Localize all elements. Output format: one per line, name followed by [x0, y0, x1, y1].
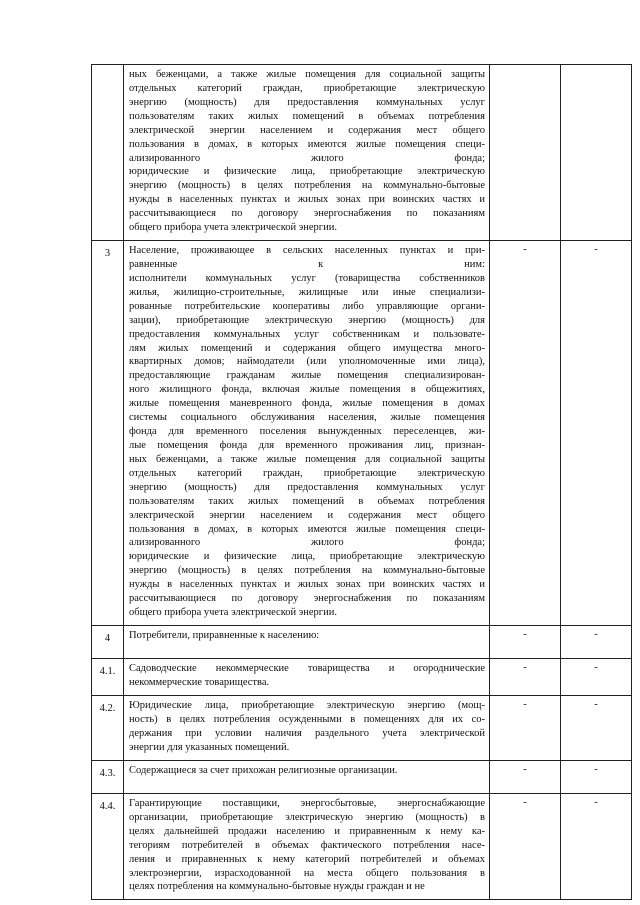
- table-row: [92, 65, 632, 241]
- value-cell-2: -: [561, 241, 632, 626]
- row-description: [124, 625, 490, 658]
- text-line: держания при условии наличия раздельного учета электрической: [129, 727, 485, 739]
- text-line: рованные потребительские кооперативы либо управляющие органи-: [129, 300, 485, 312]
- text-line: энергию (мощность) для предоставления коммунальных услуг: [129, 481, 485, 493]
- text-line: пользователям таких жилых помещений в объемах потребления: [129, 495, 485, 507]
- text-line: пользования в домах, в которых имеются жилые помещения специ-: [129, 138, 485, 150]
- text-line: зации), приобретающие электрическую энергию (мощность) для: [129, 314, 485, 326]
- text-line: нужды в населенных пунктах и жилых зонах при воинских частях и: [129, 194, 485, 206]
- text-line: лям жилых помещений и содержания общего имущества много-: [129, 342, 485, 354]
- row-description: [124, 760, 490, 793]
- row-description: [124, 658, 490, 695]
- value-cell-2: -: [561, 658, 632, 695]
- table-row: [92, 695, 632, 760]
- text-line: квартирных домов; наймодатели (или уполномоченные ими лица),: [129, 356, 485, 368]
- table-row: [92, 625, 632, 658]
- row-description: [124, 65, 490, 241]
- text-line: лые помещения фонда для временного проживания лиц, признан-: [129, 439, 485, 451]
- value-cell-1: -: [490, 658, 561, 695]
- row-number: 4.3.: [92, 760, 124, 793]
- text-line: ализированного жилого фонда;: [129, 537, 485, 549]
- text-line: тегориям потребителей в объемах фактического потребления насе-: [129, 839, 485, 851]
- text-line: системы социального обслуживания населения, жилые помещения: [129, 412, 485, 424]
- text-line: пользования в домах, в которых имеются жилые помещения специ-: [129, 523, 485, 535]
- tariff-table-body: [92, 65, 632, 900]
- text-line: предоставляющие гражданам жилые помещения специализирован-: [129, 370, 485, 382]
- text-line: Потребители, приравненные к населению:: [129, 629, 320, 641]
- text-line: ность) в целях потребления осужденными в помещениях для их со-: [129, 713, 485, 725]
- text-line: рассчитывающиеся по договору энергоснабжения по показаниям: [129, 208, 485, 220]
- value-cell-1: -: [490, 760, 561, 793]
- table-row: [92, 760, 632, 793]
- text-line: энергию (мощность) в целях потребления на коммунально-бытовые: [129, 180, 485, 192]
- text-line: организации, приобретающие электрическую энергию (мощность) в: [129, 811, 485, 823]
- value-cell-2: -: [561, 695, 632, 760]
- text-line: пользователям таких жилых помещений в объемах потребления: [129, 110, 485, 122]
- text-line: энергию (мощность) для предоставления коммунальных услуг: [129, 96, 485, 108]
- text-line: ного жилищного фонда, включая жилые помещения в общежитиях,: [129, 384, 485, 396]
- row-description: [124, 241, 490, 626]
- value-cell-1: [490, 65, 561, 241]
- text-line: Юридические лица, приобретающие электрическую энергию (мощ-: [129, 699, 485, 711]
- text-line: Население, проживающее в сельских населенных пунктах и при-: [129, 245, 485, 257]
- row-description: [124, 793, 490, 899]
- text-line: нужды в населенных пунктах и жилых зонах при воинских частях и: [129, 579, 485, 591]
- text-line: ализированного жилого фонда;: [129, 152, 485, 164]
- text-line: общего прибора учета электрической энергии.: [129, 222, 337, 234]
- text-line: фонда для временного поселения вынужденных переселенцев, жи-: [129, 426, 485, 438]
- text-line: Гарантирующие поставщики, энергосбытовые, энергоснабжающие: [129, 797, 485, 809]
- text-line: Садоводческие некоммерческие товарищества и огороднические: [129, 662, 485, 674]
- value-cell-2: [561, 65, 632, 241]
- value-cell-1: -: [490, 695, 561, 760]
- row-description: [124, 695, 490, 760]
- text-line: электроэнергии, израсходованной на места общего пользования в: [129, 867, 485, 879]
- value-cell-1: -: [490, 793, 561, 899]
- text-line: отдельных категорий граждан, приобретающие электрическую: [129, 467, 485, 479]
- text-line: Содержащиеся за счет прихожан религиозные организации.: [129, 764, 398, 776]
- text-line: рассчитывающиеся по договору энергоснабжения по показаниям: [129, 593, 485, 605]
- text-line: ных беженцами, а также жилые помещения для социальной защиты: [129, 453, 485, 465]
- text-line: некоммерческие товарищества.: [129, 676, 270, 688]
- row-number: 4.4.: [92, 793, 124, 899]
- value-cell-2: -: [561, 625, 632, 658]
- row-number: 4: [92, 625, 124, 658]
- text-line: юридические и физические лица, приобретающие электрическую: [129, 166, 485, 178]
- text-line: отдельных категорий граждан, приобретающие электрическую: [129, 82, 485, 94]
- text-line: целях потребления на коммунально-бытовые нужды граждан и не: [129, 881, 425, 893]
- row-number: [92, 65, 124, 241]
- value-cell-2: -: [561, 760, 632, 793]
- table-row: [92, 793, 632, 899]
- row-number: 4.2.: [92, 695, 124, 760]
- table-row: [92, 658, 632, 695]
- tariff-table: [91, 64, 632, 900]
- text-line: энергию (мощность) в целях потребления на коммунально-бытовые: [129, 565, 485, 577]
- text-line: общего прибора учета электрической энергии.: [129, 607, 337, 619]
- text-line: исполнители коммунальных услуг (товарищества собственников: [129, 272, 485, 284]
- text-line: энергии для указанных помещений.: [129, 741, 290, 753]
- text-line: юридические и физические лица, приобретающие электрическую: [129, 551, 485, 563]
- row-number: 4.1.: [92, 658, 124, 695]
- value-cell-1: -: [490, 241, 561, 626]
- row-number: 3: [92, 241, 124, 626]
- text-line: жилые помещения маневренного фонда, жилые помещения в домах: [129, 398, 485, 410]
- text-line: предоставления коммунальных услуг собственникам и пользовате-: [129, 328, 485, 340]
- text-line: целях дальнейшей продажи населению и приравненным к нему ка-: [129, 825, 485, 837]
- text-line: ных беженцами, а также жилые помещения для социальной защиты: [129, 69, 485, 80]
- text-line: равненные к ним:: [129, 258, 485, 270]
- text-line: ления и приравненных к нему категорий потребителей и объемах: [129, 853, 485, 865]
- value-cell-1: -: [490, 625, 561, 658]
- value-cell-2: -: [561, 793, 632, 899]
- table-row: [92, 241, 632, 626]
- text-line: электрической энергии населением и содержания мест общего: [129, 509, 485, 521]
- text-line: жилья, жилищно-строительные, жилищные или иные специализи-: [129, 286, 485, 298]
- text-line: электрической энергии населением и содержания мест общего: [129, 124, 485, 136]
